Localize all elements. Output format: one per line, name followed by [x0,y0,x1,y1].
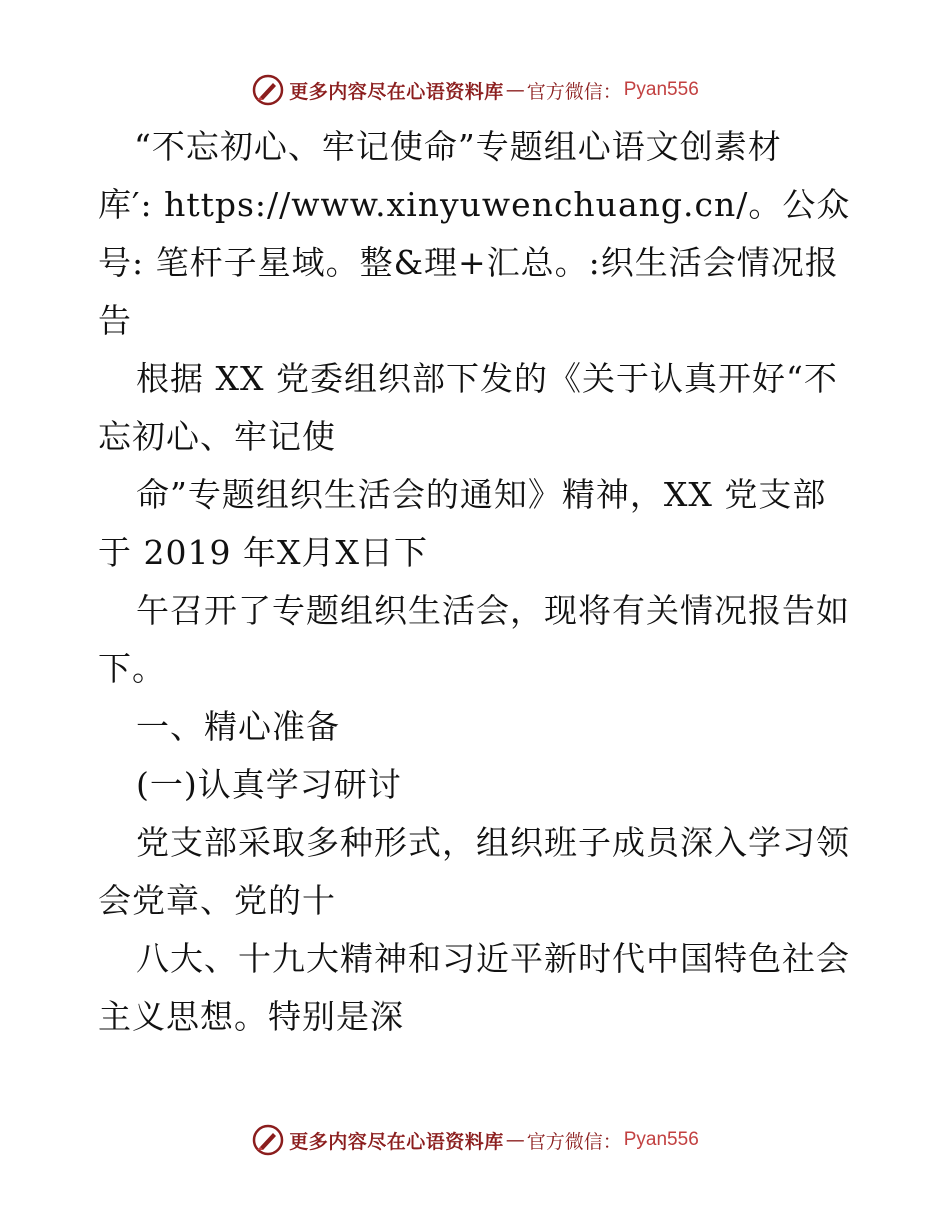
text-line: 午召开了专题组织生活会，现将有关情况报告如 [136,591,850,630]
document-body [98,118,868,1046]
text-line: 下。 [98,649,166,688]
watermark-wechat-id: Pyan556 [623,1129,699,1150]
section-heading: 一、精心准备 [136,707,340,746]
watermark-dash: — [505,1129,525,1151]
text-line: “不忘初心、牢记使命”专题组心语文创素材 [134,127,782,166]
watermark-wechat-label: 官方微信： [526,80,622,103]
watermark-wechat-id: Pyan556 [623,79,699,100]
text-line: 于 2019 年X月X日下 [98,533,428,572]
pen-logo-icon [251,1123,285,1157]
text-line: 主义思想。特别是深 [98,997,404,1036]
text-line: 库′: https://www.xinyuwenchuang.cn/。公众 [98,185,851,224]
text-line: 号: 笔杆子星域。整&理+汇总。:织生活会情况报 [98,243,839,282]
subsection-heading: (一)认真学习研讨 [136,765,402,804]
watermark-dash: — [505,79,525,101]
watermark-wechat-label: 官方微信： [526,1130,622,1153]
header-watermark [0,70,950,110]
text-line: 根据 XX 党委组织部下发的《关于认真开好“不 [136,359,838,398]
text-line: 忘初心、牢记使 [98,417,336,456]
text-line: 八大、十九大精神和习近平新时代中国特色社会 [136,939,850,978]
text-line: 命”专题组织生活会的通知》精神，XX 党支部 [136,475,827,514]
watermark-title: 更多内容尽在心语资料库 [289,1130,504,1153]
text-line: 告 [98,301,132,340]
text-line: 会党章、党的十 [98,881,336,920]
pen-logo-icon [251,73,285,107]
footer-watermark [0,1120,950,1160]
watermark-title: 更多内容尽在心语资料库 [289,80,504,103]
text-line: 党支部采取多种形式，组织班子成员深入学习领 [136,823,850,862]
